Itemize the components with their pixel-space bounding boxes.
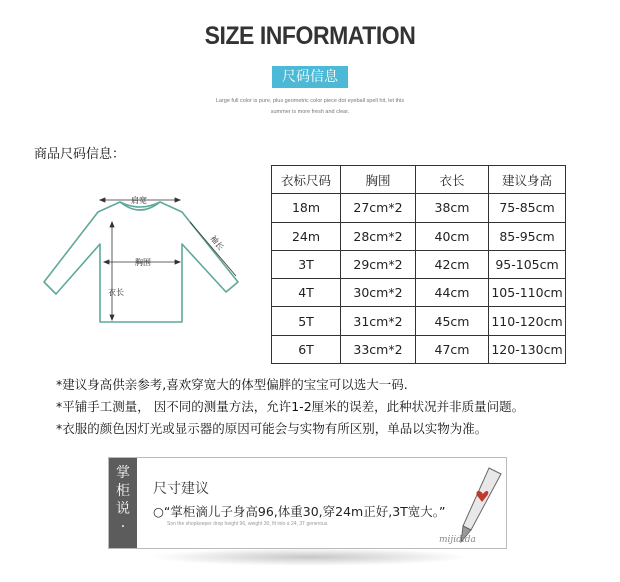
chest-label: 胸围 (135, 258, 151, 267)
shopkeeper-quote-english: Son the shopkeeper drop height 96, weight 30, fit into a 24, 3T generous. (167, 521, 329, 527)
table-cell: 30cm*2 (341, 279, 416, 307)
table-cell: 31cm*2 (341, 307, 416, 335)
subtitle-line-2: summer is more fresh and clear. (270, 109, 350, 115)
table-cell: 3T (272, 250, 341, 278)
header-cell: 建议身高 (489, 166, 566, 194)
table-cell: 27cm*2 (341, 194, 416, 222)
table-cell: 28cm*2 (341, 222, 416, 250)
shoulder-label: 肩宽 (131, 196, 147, 205)
table-cell: 75-85cm (489, 194, 566, 222)
table-cell: 6T (272, 335, 341, 363)
table-cell: 24m (272, 222, 341, 250)
table-cell: 44cm (416, 279, 489, 307)
table-header-row (272, 166, 566, 194)
table-cell: 18m (272, 194, 341, 222)
shopkeeper-says-box (108, 457, 507, 549)
note-measurement-error: *平铺手工测量， 因不同的测量方法，允许1-2厘米的误差，此种状况并非质量问题。 (56, 399, 525, 414)
table-cell: 40cm (416, 222, 489, 250)
product-size-info-label: 商品尺码信息： (34, 147, 126, 162)
table-cell: 42cm (416, 250, 489, 278)
table-cell: 85-95cm (489, 222, 566, 250)
size-advice-title: 尺寸建议 (153, 481, 209, 497)
table-cell: 5T (272, 307, 341, 335)
table-cell: 45cm (416, 307, 489, 335)
table-cell: 105-110cm (489, 279, 566, 307)
shirt-measurement-diagram (40, 182, 260, 332)
table-row (272, 250, 566, 278)
signature: mijidida (439, 535, 476, 545)
table-row (272, 307, 566, 335)
note-color-difference: *衣服的颜色因灯光或显示器的原因可能会与实物有所区别，单品以实物为准。 (56, 421, 488, 436)
table-row (272, 279, 566, 307)
table-cell: 33cm*2 (341, 335, 416, 363)
table-cell: 29cm*2 (341, 250, 416, 278)
fountain-pen-icon (439, 464, 503, 545)
sleeve-label: 袖长 (208, 233, 226, 252)
header-cell: 衣标尺码 (272, 166, 341, 194)
sleeve-measure-line (190, 222, 236, 276)
subtitle (170, 96, 450, 118)
table-cell: 38cm (416, 194, 489, 222)
table-cell: 95-105cm (489, 250, 566, 278)
size-table (271, 165, 566, 364)
header-cell: 胸围 (341, 166, 416, 194)
shopkeeper-says-label: 掌 柜 说 · (109, 458, 137, 548)
notes (56, 374, 524, 440)
table-cell: 120-130cm (489, 335, 566, 363)
length-label: 衣长 (108, 288, 124, 297)
size-info-badge: 尺码信息 (272, 66, 348, 88)
box-shadow (150, 548, 470, 566)
header-cell: 衣长 (416, 166, 489, 194)
table-cell: 110-120cm (489, 307, 566, 335)
page-title: SIZE INFORMATION (204, 22, 416, 50)
shopkeeper-quote: ○“掌柜滴儿子身高96,体重30,穿24m正好,3T宽大。” (153, 504, 446, 519)
subtitle-line-1: Large full color is pure, plus geometric color piece dot eyeball spell hit, let this (215, 98, 405, 104)
table-cell: 47cm (416, 335, 489, 363)
table-row (272, 222, 566, 250)
table-row (272, 335, 566, 363)
table-row (272, 194, 566, 222)
table-cell: 4T (272, 279, 341, 307)
note-height-advice: *建议身高供亲参考,喜欢穿宽大的体型偏胖的宝宝可以选大一码. (56, 377, 408, 392)
